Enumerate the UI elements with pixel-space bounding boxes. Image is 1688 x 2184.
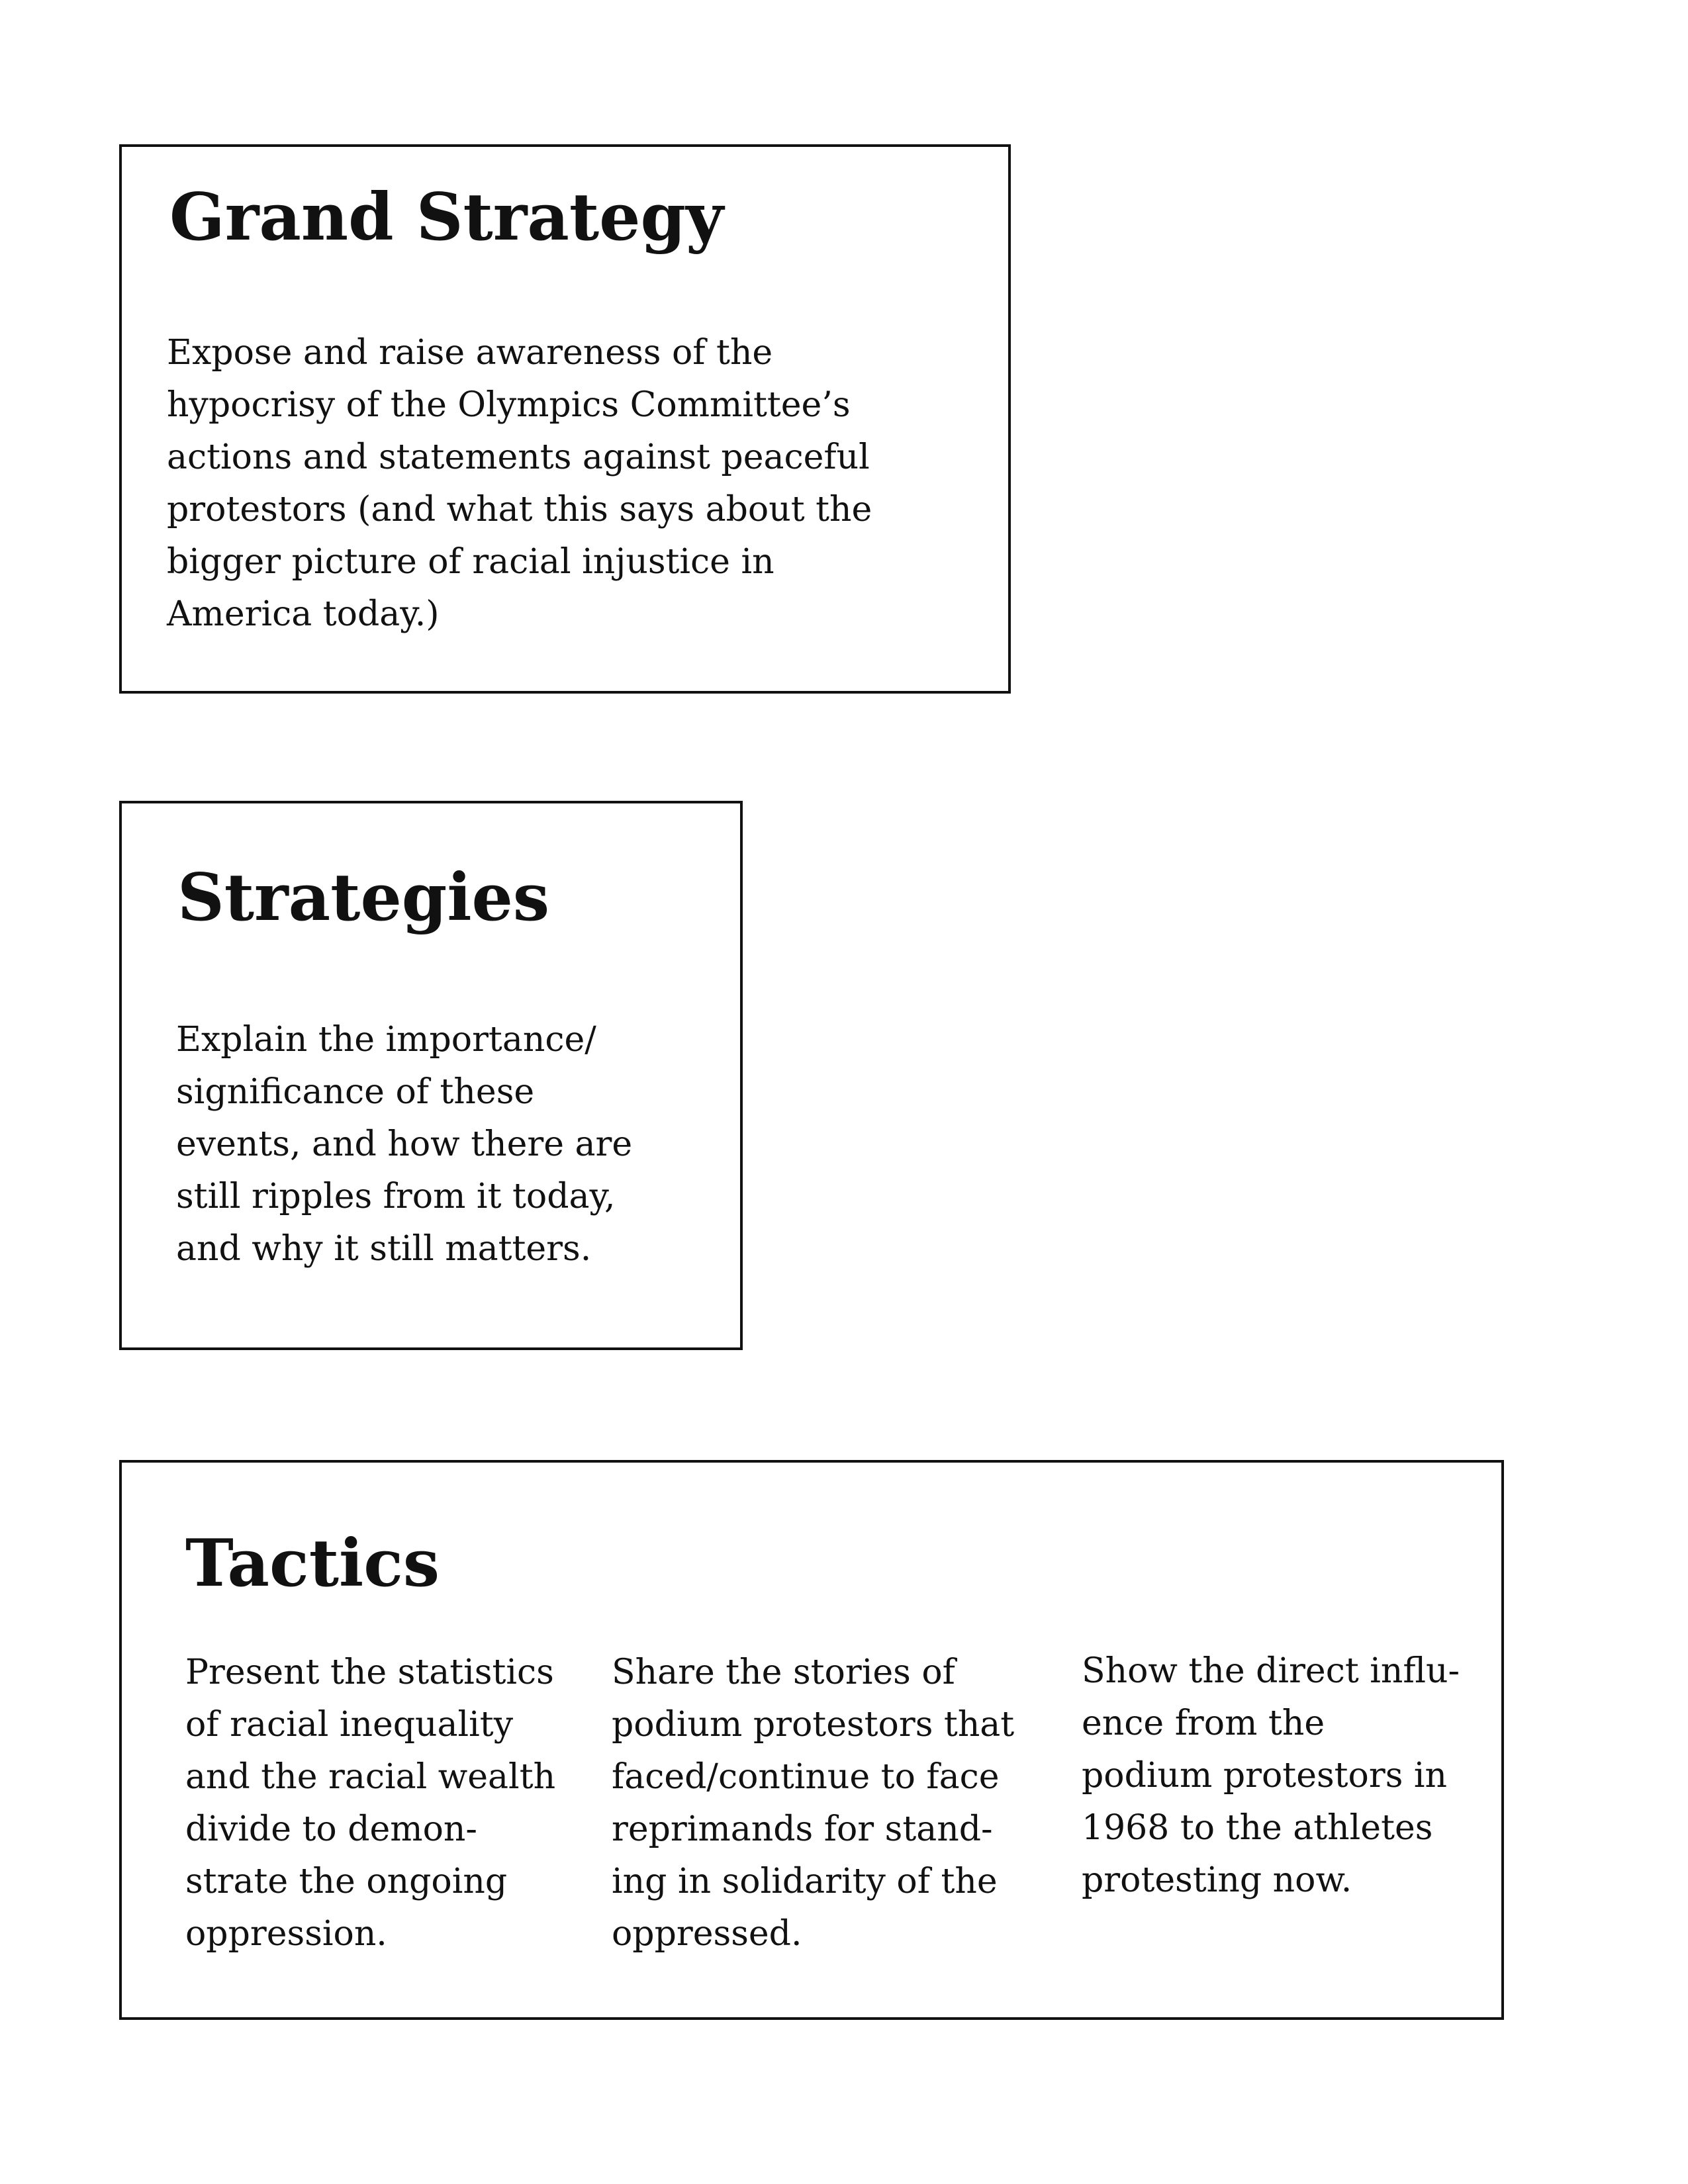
- grand-strategy-heading: Grand Strategy: [169, 179, 724, 255]
- strategies-box: [119, 801, 743, 1350]
- strategies-heading: Strategies: [177, 860, 550, 936]
- grand-strategy-text: Expose and raise awareness of the hypocrisy of the Olympics Committee’s actions and statements against peaceful protestors (and what this says about the bigger picture of racial injustice in America today.): [167, 333, 872, 634]
- tactics-box: [119, 1460, 1504, 2020]
- tactic-item: Show the direct influ- ence from the podium protestors in 1968 to the athletes protesting now.: [1082, 1651, 1460, 1900]
- strategies-text: Explain the importance/ significance of these events, and how there are still ripples from it today, and why it still matters.: [176, 1020, 633, 1269]
- tactic-item: Present the statistics of racial inequality and the racial wealth divide to demon- strate the ongoing oppression.: [185, 1653, 556, 1954]
- tactics-heading: Tactics: [185, 1525, 440, 1602]
- grand-strategy-box: [119, 144, 1011, 694]
- tactic-item: Share the stories of podium protestors that faced/continue to face reprimands for stand- ing in solidarity of the oppressed.: [612, 1653, 1015, 1954]
